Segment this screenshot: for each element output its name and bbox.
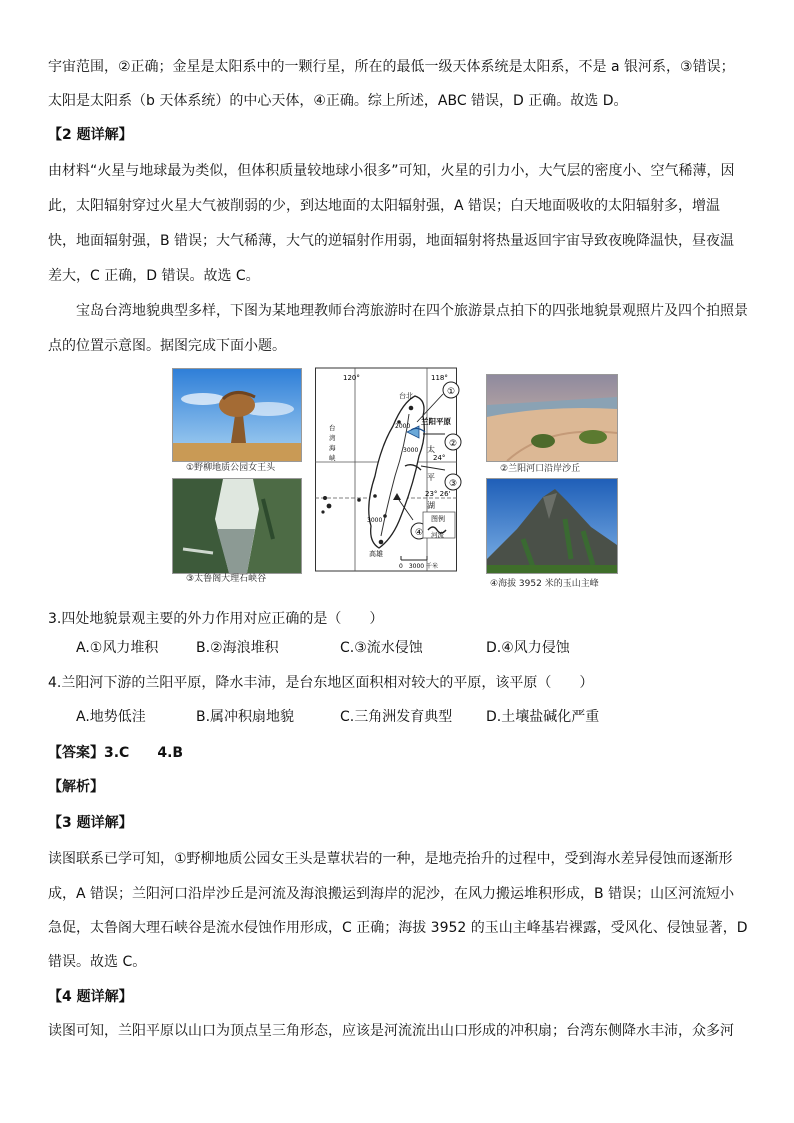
text-line: 差大，C 正确，D 错误。故选 C。 (48, 268, 260, 284)
text-line: 急促，太鲁阁大理石峡谷是流水侵蚀作用形成，C 正确；海拔 3952 的玉山主峰基岩裸露，受风化、侵蚀显著，D (48, 920, 748, 936)
caption-3: ③太鲁阁大理石峡谷 (186, 574, 267, 584)
map-marker-4: ④ (415, 528, 424, 538)
section-heading: 【解析】 (48, 779, 104, 795)
map-legend-item: 河流 (431, 531, 444, 539)
location-map (315, 366, 475, 573)
map-legend-title: 图例 (431, 515, 445, 523)
q3-option-b: B.②海浪堆积 (196, 640, 279, 656)
map-scale: 0 3000 千米 (399, 563, 438, 570)
q3-option-d: D.④风力侵蚀 (486, 640, 570, 656)
map-marker-1: ① (447, 387, 456, 397)
map-strait-label: 台 (329, 424, 336, 432)
answer-line: 【答案】3.C 4.B (48, 745, 184, 761)
map-strait-label: 海 (329, 444, 336, 452)
text-line: 太阳是太阳系（b 天体系统）的中心天体，④正确。综上所述，ABC 错误，D 正确。故选 D。 (48, 93, 628, 109)
map-city-label: 高雄 (369, 550, 383, 558)
photo-queens-head (172, 368, 302, 462)
q4-option-a: A.地势低洼 (76, 709, 146, 725)
map-city-label: 台北 (399, 392, 413, 400)
map-lat-label: 24° (433, 454, 446, 462)
map-ocean-label: 平 (427, 473, 435, 482)
text-line: 此，太阳辐射穿过火星大气被削弱的少，到达地面的太阳辐射强，A 错误；白天地面吸收的太阳辐射多，增温 (48, 198, 721, 214)
map-marker-3: ③ (449, 479, 458, 489)
caption-1: ①野柳地质公园女王头 (186, 463, 276, 473)
map-elev-label: 3000 (367, 517, 383, 524)
q4-option-d: D.土壤盐碱化严重 (486, 709, 600, 725)
caption-4: ④海拔 3952 米的玉山主峰 (490, 579, 599, 589)
map-strait-label: 湾 (329, 434, 336, 442)
question-4: 4.兰阳河下游的兰阳平原，降水丰沛，是台东地区面积相对较大的平原，该平原（ ） (48, 675, 594, 691)
text-line: 读图联系已学可知，①野柳地质公园女王头是蕈状岩的一种，是地壳抬升的过程中，受到海水差异侵蚀而逐渐形 (48, 851, 733, 867)
map-elev-label: 3000 (403, 447, 419, 454)
map-lat-label: 23° 26' (425, 490, 451, 498)
text-line: 由材料“火星与地球最为类似，但体积质量较地球小很多”可知，火星的引力小，大气层的密度小、空气稀薄，因 (48, 163, 735, 179)
text-line: 读图可知，兰阳平原以山口为顶点呈三角形态，应该是河流流出山口形成的冲积扇；台湾东侧降水丰沛，众多河 (48, 1023, 734, 1039)
caption-2: ②兰阳河口沿岸沙丘 (500, 464, 581, 474)
text-line: 点的位置示意图。据图完成下面小题。 (48, 338, 286, 354)
photo-lanyang-dunes (486, 374, 618, 462)
q3-option-a: A.①风力堆积 (76, 640, 159, 656)
map-ocean-label: 湖 (427, 501, 435, 510)
photo-taroko-gorge (172, 478, 302, 574)
section-heading: 【3 题详解】 (48, 815, 133, 831)
map-strait-label: 峡 (329, 454, 336, 462)
map-elev-label: 2000 (395, 423, 411, 430)
section-heading: 【4 题详解】 (48, 989, 133, 1005)
text-line: 宇宙范围，②正确；金星是太阳系中的一颗行星，所在的最低一级天体系统是太阳系，不是 a 银河系，③错误； (48, 59, 735, 75)
q4-option-b: B.属冲积扇地貌 (196, 709, 295, 725)
question-3: 3.四处地貌景观主要的外力作用对应正确的是（ ） (48, 611, 384, 627)
map-ocean-label: 太 (427, 445, 435, 454)
figure (170, 364, 622, 596)
text-line: 快，地面辐射强，B 错误；大气稀薄，大气的逆辐射作用弱，地面辐射将热量返回宇宙导致夜晚降温快，昼夜温 (48, 233, 735, 249)
map-lon-label: 118° (431, 374, 448, 382)
text-line: 错误。故选 C。 (48, 954, 147, 970)
map-lon-label: 120° (343, 374, 360, 382)
q4-option-c: C.三角洲发育典型 (340, 709, 453, 725)
q3-option-c: C.③流水侵蚀 (340, 640, 423, 656)
text-line: 成，A 错误；兰阳河口沿岸沙丘是河流及海浪搬运到海岸的泥沙，在风力搬运堆积形成，B 错误；山区河流短小 (48, 886, 735, 902)
photo-yushan-peak (486, 478, 618, 574)
text-line: 宝岛台湾地貌典型多样，下图为某地理教师台湾旅游时在四个旅游景点拍下的四张地貌景观照片及四个拍照景 (76, 303, 748, 319)
map-plain-label: 兰阳平原 (421, 417, 451, 426)
section-heading: 【2 题详解】 (48, 127, 133, 143)
map-marker-2: ② (449, 439, 458, 449)
